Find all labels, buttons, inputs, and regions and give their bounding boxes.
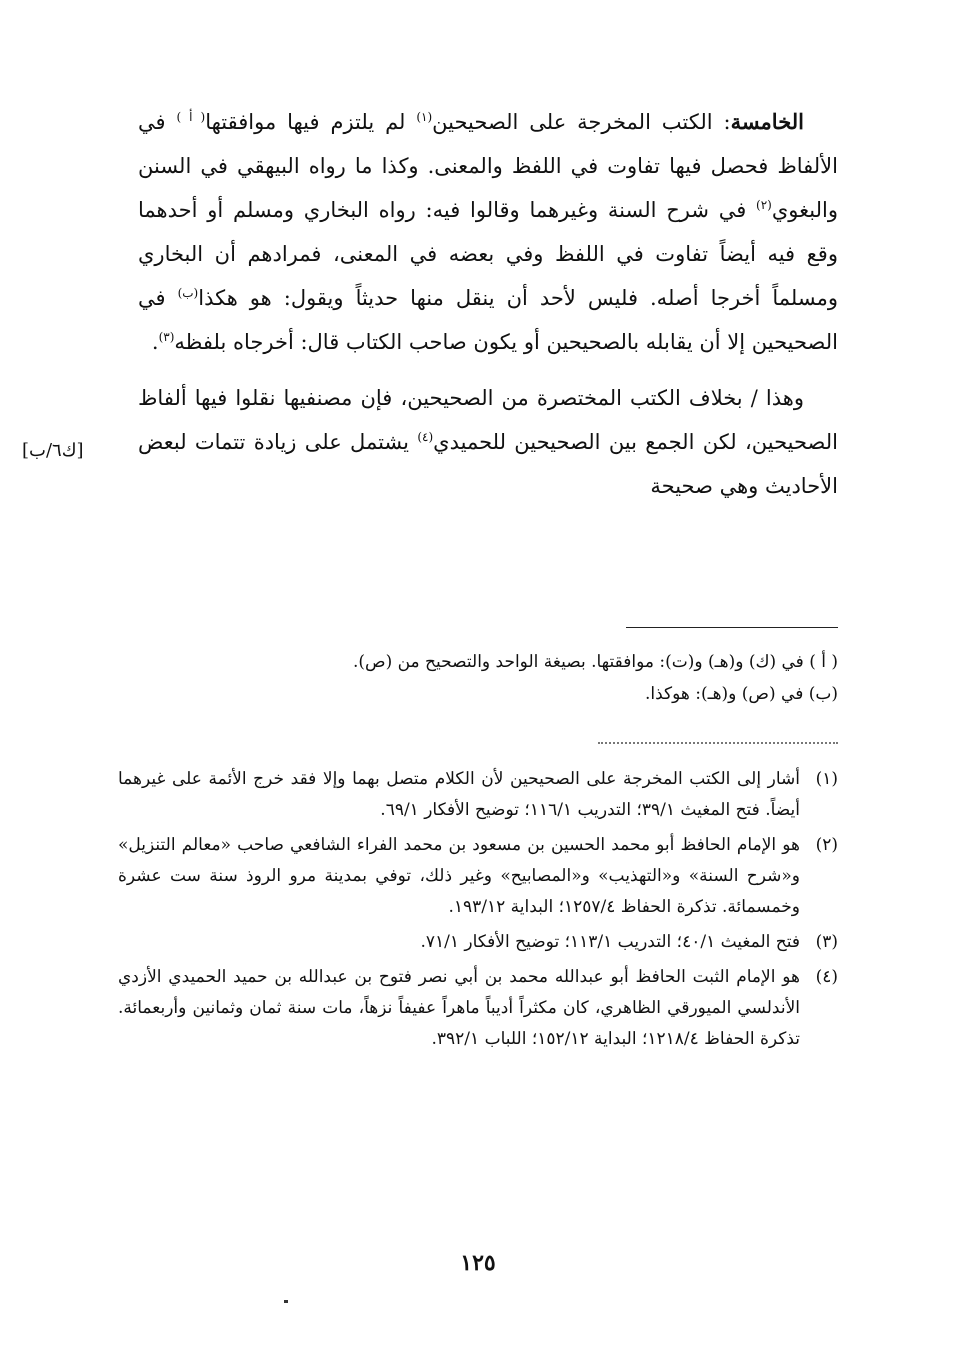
footnote-text: أشار إلى الكتب المخرجة على الصحيحين لأن الكلام متصل بهما وإلا فقد خرج الأئمة على غيرهما أيضاً. فتح المغيث ٣٩/١؛ التدريب ١١٦/١؛ توضيح الأفكار ٦٩/١. (118, 769, 800, 820)
footnote-item (118, 764, 838, 826)
footnote-item (118, 927, 838, 958)
footnote-item (118, 962, 838, 1055)
scan-speck (284, 1300, 288, 1303)
footnote-text: هو الإمام الثبت الحافظ أبو عبدالله محمد بن أبي نصر فتوح بن عبدالله بن حميد الحميدي الأزدي الأندلسي الميورقي الظاهري، كان مكثراً أديباً ماهراً عفيفاً نزهاً، مات سنة ثمان وثمانين وأربعمائة. تذكرة الحفاظ ١٢١٨/٤؛ البداية ١٥٢/١٢؛ اللباب ٣٩٢/١. (118, 967, 800, 1049)
variant-ref[interactable]: (ب) (177, 286, 199, 300)
dotted-separator (598, 742, 838, 744)
footnote-text: فتح المغيث ٤٠/١؛ التدريب ١١٣/١؛ توضيح الأفكار ٧١/١. (420, 932, 800, 952)
footnote-text: هو الإمام الحافظ أبو محمد الحسين بن مسعود بن محمد الفراء الشافعي صاحب «معالم التنزيل» و«شرح السنة» و«التهذيب» و«المصابيح» وغير ذلك، توفي بمدينة مرو الروذ سنة ست عشرة وخمسمائة. تذكرة الحفاظ ١٢٥٧/٤؛ البداية ١٩٣/١٢. (118, 835, 800, 917)
paragraph-1 (138, 100, 838, 364)
text-segment: . (151, 330, 159, 354)
footnote-ref[interactable]: (٢) (756, 198, 772, 212)
footnote-ref[interactable]: (٤) (417, 430, 434, 444)
text-segment: : الكتب المخرجة على الصحيحين (432, 110, 731, 134)
page-number: ١٢٥ (460, 1250, 496, 1276)
footnote-separator (626, 627, 838, 628)
variant-notes (118, 646, 838, 710)
text-segment: لم يلتزم فيها موافقتها (205, 110, 417, 134)
footnote-number: (٣) (815, 932, 838, 952)
text-segment: في الألفاظ فحصل فيها تفاوت في اللفظ والمعنى. وكذا ما رواه البيهقي في السنن والبغوي (138, 110, 838, 222)
manuscript-margin-note: [ك٦/ب] (22, 440, 84, 461)
text-segment: في الصحيحين إلا أن يقابله بالصحيحين أو يكون صاحب الكتاب قال: أخرجاه بلفظه (138, 286, 838, 354)
footnote-item (118, 830, 838, 923)
footnote-ref[interactable]: (٣) (158, 330, 175, 344)
variant-note: (ب) في (ص) و(هـ): هوكذا. (644, 684, 838, 704)
text-segment: يشتمل على زيادة تتمات لبعض الأحاديث وهي صحيحة (138, 430, 838, 498)
footnotes (118, 764, 838, 1059)
footnote-ref[interactable]: (١) (416, 110, 433, 124)
main-text (138, 100, 838, 508)
paragraph-lead-word: الخامسة (730, 109, 804, 134)
footnote-number: (١) (815, 769, 838, 789)
text-segment: وهذا / بخلاف الكتب المختصرة من الصحيحين، فإن مصنفيها نقلوا فيها ألفاظ الصحيحين، لكن الجمع بين الصحيحين للحميدي (138, 386, 838, 454)
paragraph-2 (138, 376, 838, 508)
text-segment: في شرح السنة وغيرهما وقالوا فيه: رواه البخاري ومسلم أو أحدهما وقع فيه أيضاً تفاوت في اللفظ وفي بعضه في المعنى، فمرادهم أن البخاري ومسلماً أخرجا أصله. فليس لأحد أن ينقل منها حديثاً ويقول: هو هكذا (138, 198, 839, 310)
variant-note: ( أ ) في (ك) و(هـ) و(ت): موافقتها. بصيغة الواحد والتصحيح من (ص). (352, 652, 838, 672)
footnote-number: (٤) (815, 967, 838, 987)
footnote-number: (٢) (815, 835, 838, 855)
variant-ref[interactable]: ( أ ) (176, 110, 206, 124)
